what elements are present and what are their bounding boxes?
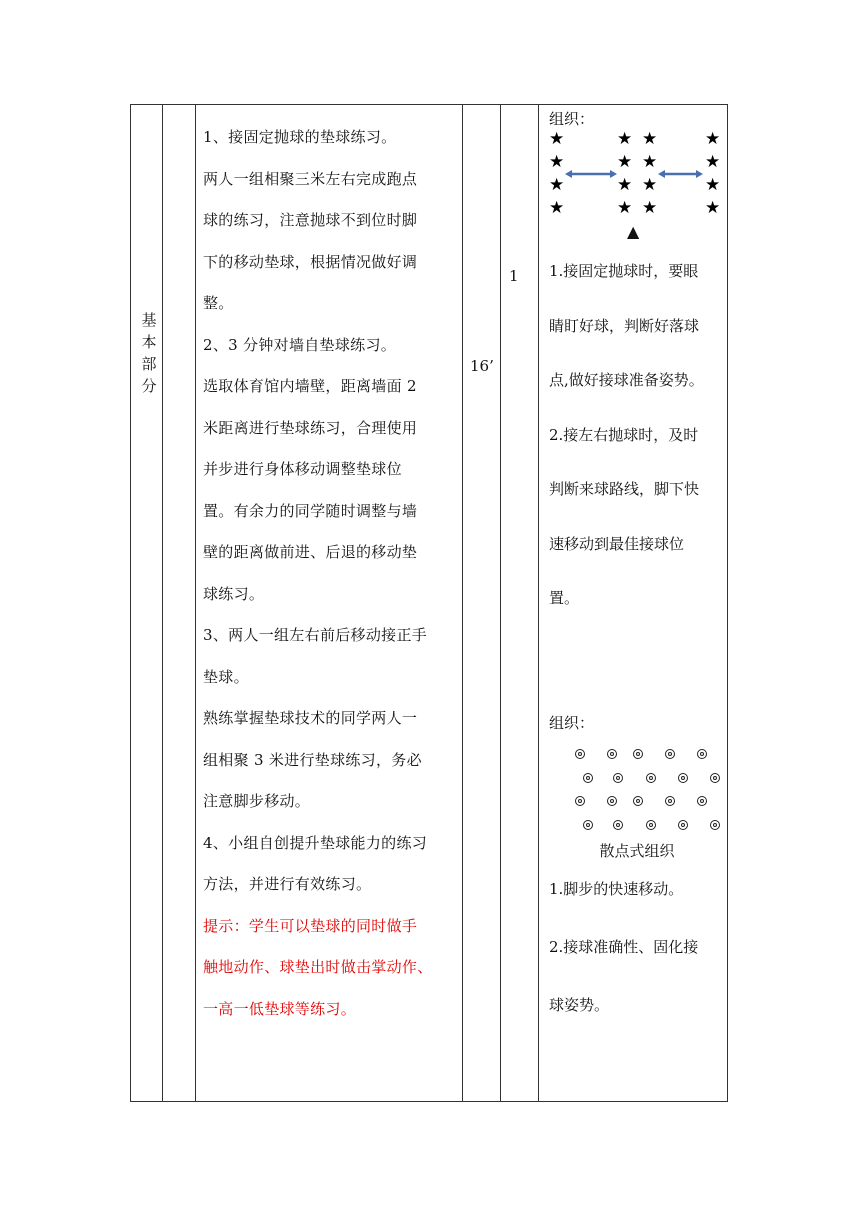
content-line: 4、小组自创提升垫球能力的练习 [203,833,428,852]
section-label-char: 分 [141,377,157,395]
note-line: 2.接球准确性、固化接 [549,938,699,956]
player-circle-icon [646,773,656,783]
column-divider [538,105,539,1101]
content-line: 并步进行身体移动调整垫球位 [203,460,402,478]
player-circle-icon [697,749,707,759]
content-line: 熟练掌握垫球技术的同学两人一 [203,709,418,727]
section-label-char: 本 [141,333,157,351]
note-line: 置。 [549,589,580,607]
arrowhead-right [696,170,703,178]
player-circle-icon [575,749,585,759]
repetition-count: 1 [509,267,519,285]
section-label [139,309,159,397]
duration: 16’ [470,357,494,375]
player-circle-icon [678,820,688,830]
org-label-1: 组织： [549,110,595,128]
note-line: 2.接左右抛球时，及时 [549,425,699,444]
player-circle-icon [710,820,720,830]
content-line: 两人一组相聚三米左右完成跑点 [203,169,418,188]
section-label-char: 部 [141,355,157,373]
content-line: 球练习。 [203,584,265,603]
star-icon: ★ [705,198,721,218]
player-circle-icon [678,773,688,783]
lesson-table [130,104,728,1102]
column-divider [462,105,463,1101]
player-circle-icon [583,820,593,830]
player-circle-icon [575,796,585,806]
star-icon: ★ [549,175,565,195]
player-circle-icon [633,796,643,806]
scatter-caption: 散点式组织 [599,842,675,860]
star-icon: ★ [549,129,565,149]
arrowhead-left [658,170,665,178]
triangle-icon: ▲ [627,222,640,241]
note-line: 速移动到最佳接球位 [549,534,685,553]
content-line: 触地动作、球垫出时做击掌动作、 [203,958,433,976]
note-line: 1.脚步的快速移动。 [549,880,684,898]
player-circle-icon [583,773,593,783]
player-circle-icon [665,796,675,806]
section-label-char: 基 [141,311,157,329]
player-circle-icon [710,773,720,783]
content-line: 下的移动垫球，根据情况做好调 [203,252,418,271]
star-icon: ★ [642,198,658,218]
star-icon: ★ [549,198,565,218]
star-icon: ★ [642,152,658,172]
player-circle-icon [607,749,617,759]
content-line: 垫球。 [203,667,249,686]
note-line: 判断来球路线，脚下快 [549,480,700,498]
note-line: 睛盯好球，判断好落球 [549,316,700,335]
star-icon: ★ [549,152,565,172]
lesson-content [203,117,459,1030]
star-icon: ★ [617,175,633,195]
note-line: 球姿势。 [549,996,610,1014]
player-circle-icon [633,749,643,759]
star-formation-diagram [547,131,727,239]
player-circle-icon [697,796,707,806]
player-circle-icon [607,796,617,806]
content-line: 球的练习，注意抛球不到位时脚 [203,211,418,229]
star-icon: ★ [705,129,721,149]
star-icon: ★ [617,152,633,172]
star-icon: ★ [642,175,658,195]
player-circle-icon [613,820,623,830]
content-line: 提示：学生可以垫球的同时做手 [203,916,418,935]
org-label-2: 组织： [549,714,595,732]
content-line: 1、接固定抛球的垫球练习。 [203,128,397,146]
content-line: 整。 [203,294,234,312]
content-line: 壁的距离做前进、后退的移动垫 [203,543,418,561]
arrowhead-right [610,170,617,178]
note-line: 1.接固定抛球时，要眼 [549,262,699,280]
star-icon: ★ [617,129,633,149]
content-line: 米距离进行垫球练习，合理使用 [203,418,418,437]
arrowhead-left [565,170,572,178]
column-divider [162,105,163,1101]
star-icon: ★ [705,152,721,172]
player-circle-icon [665,749,675,759]
content-line: 组相聚 3 米进行垫球练习，务必 [203,750,422,769]
content-line: 方法，并进行有效练习。 [203,875,372,893]
star-icon: ★ [617,198,633,218]
column-divider [500,105,501,1101]
star-icon: ★ [705,175,721,195]
column-divider [195,105,196,1101]
scatter-formation-diagram [547,749,727,839]
player-circle-icon [613,773,623,783]
player-circle-icon [646,820,656,830]
content-line: 一高一低垫球等练习。 [203,999,357,1018]
star-icon: ★ [642,129,658,149]
content-line: 置。有余力的同学随时调整与墙 [203,501,418,520]
content-line: 注意脚步移动。 [203,792,311,810]
note-line: 点,做好接球准备姿势。 [549,371,704,389]
content-line: 2、3 分钟对墙自垫球练习。 [203,335,397,354]
content-line: 选取体育馆内墙壁，距离墙面 2 [203,377,417,395]
content-line: 3、两人一组左右前后移动接正手 [203,626,428,644]
